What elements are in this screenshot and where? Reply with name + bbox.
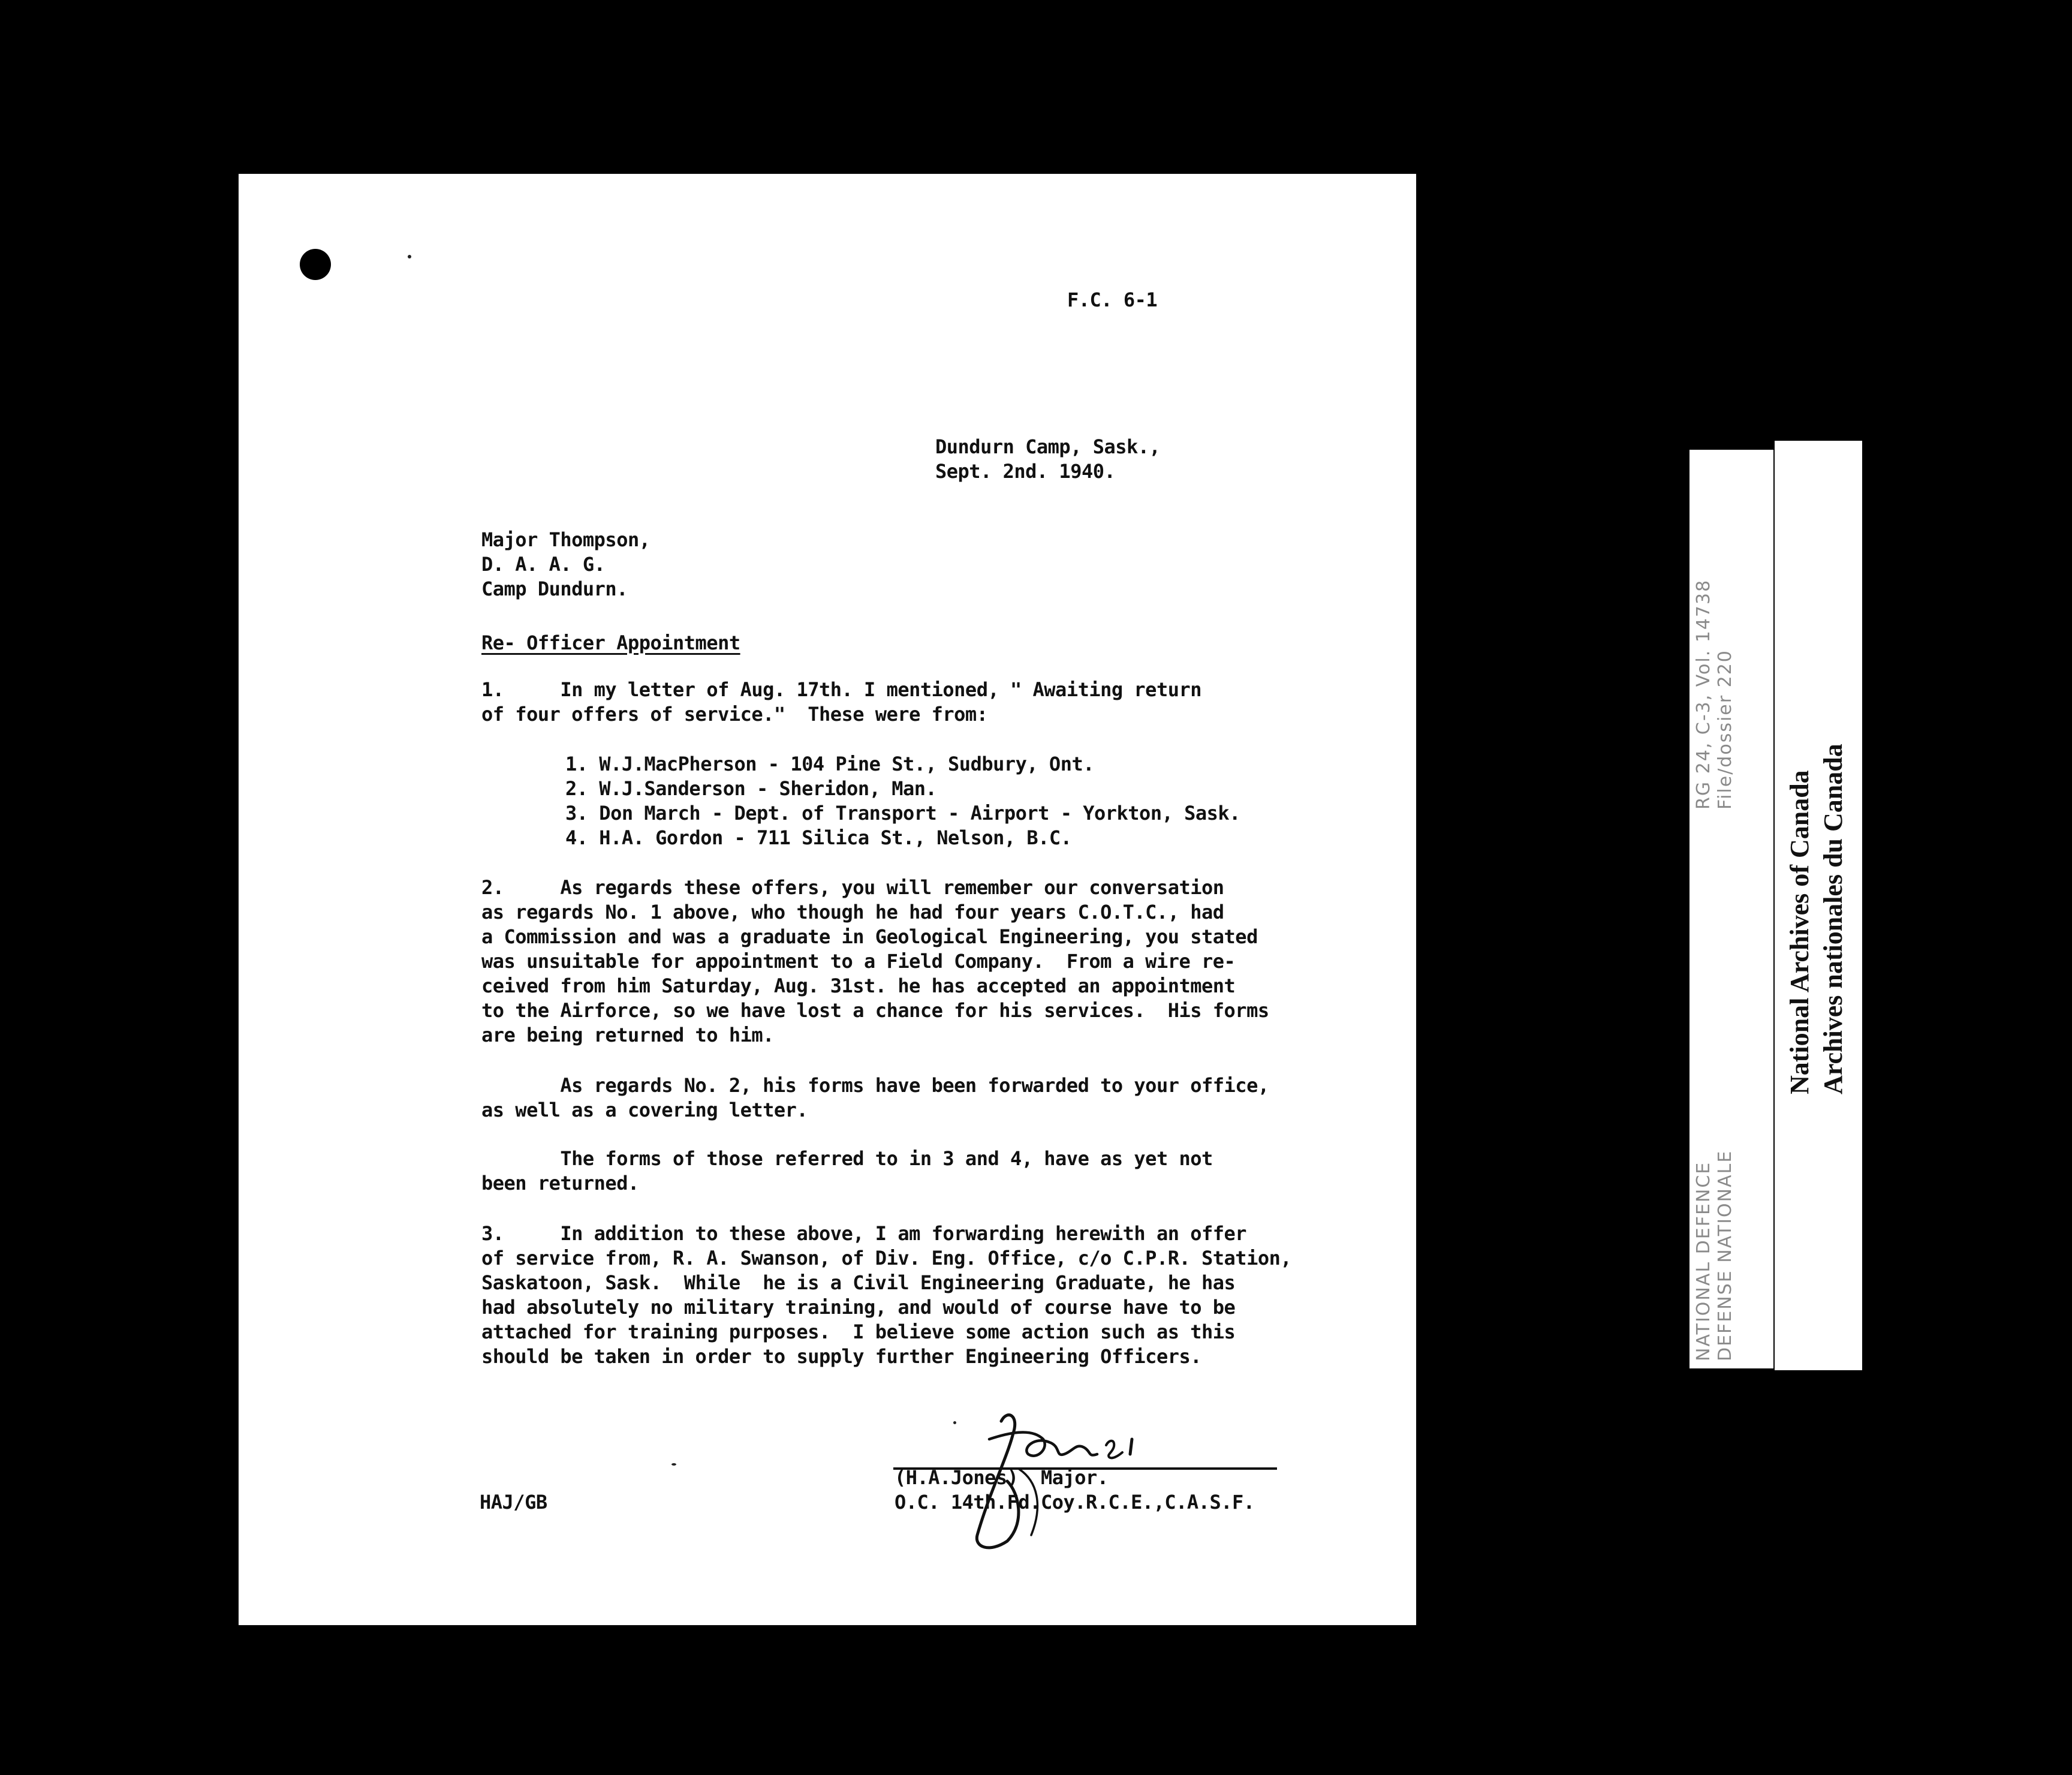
offers-list (565, 752, 1240, 850)
offer-item: 2. W.J.Sanderson - Sheridon, Man. (565, 777, 937, 800)
paragraph-4: The forms of those referred to in 3 and 4, have as yet not been returned. (481, 1147, 1213, 1195)
archive-name-fr: Archives nationales du Canada (1818, 744, 1848, 1094)
archive-record-group: RG 24, C-3, Vol. 14738 (1693, 579, 1714, 810)
place-and-date (935, 435, 1160, 484)
recipient-address (481, 528, 650, 601)
paragraph-5: 3. In addition to these above, I am forwarding herewith an offer of service from, R. A. Swanson, of Div. Eng. Office, c/o C.P.R. Station, Saskatoon, Sask. While he is a Civil Engineering Graduate, he has had absolutely no military training, and would of course have to be attached for training purposes. I believe some action such as this should be taken in order to supply further Engineering Officers. (481, 1222, 1292, 1368)
punch-hole (300, 249, 331, 280)
offer-item: 4. H.A. Gordon - 711 Silica St., Nelson, B.C. (565, 826, 1072, 849)
archive-name-strip (1775, 441, 1862, 1370)
offer-item: 3. Don March - Dept. of Transport - Airport - Yorkton, Sask. (565, 802, 1240, 825)
archive-name-label (1783, 744, 1850, 1094)
letter-date: Sept. 2nd. 1940. (935, 460, 1116, 483)
offer-item: 1. W.J.MacPherson - 104 Pine St., Sudbury, Ont. (565, 753, 1094, 775)
paper-speck (953, 1421, 956, 1424)
archive-file-reference (1693, 579, 1736, 810)
paper-speck (408, 255, 411, 258)
file-reference: F.C. 6-1 (1067, 288, 1158, 311)
signatory-name: (H.A.Jones) Major. (895, 1466, 1109, 1489)
paper-speck (671, 1463, 676, 1466)
paragraph-2: 2. As regards these offers, you will remember our conversation as regards No. 1 above, who though he had four years C.O.T.C., had a Commission and was a graduate in Geological Engineering, you stated was unsuitable for appointment to a Field Company. From a wire re- ceived from him Saturday, Aug. 31st. he has accepted an appointment to the Airforce, so we have lost a chance for his services. His forms are being returned to him. (481, 876, 1269, 1046)
archive-department-en: NATIONAL DEFENCE (1693, 1161, 1714, 1361)
archive-reference-strip (1689, 450, 1773, 1368)
archive-file-number: File/dossier 220 (1715, 649, 1736, 810)
archive-department-label (1693, 1150, 1736, 1361)
signatory-title: O.C. 14th.Fd.Coy.R.C.E.,C.A.S.F. (895, 1491, 1255, 1514)
paragraph-3: As regards No. 2, his forms have been forwarded to your office, as well as a covering letter. (481, 1074, 1269, 1121)
recipient-line: Camp Dundurn. (481, 577, 628, 600)
subject-line: Re- Officer Appointment (481, 631, 740, 654)
recipient-line: D. A. A. G. (481, 553, 606, 576)
recipient-line: Major Thompson, (481, 528, 650, 551)
archive-name-en: National Archives of Canada (1785, 770, 1814, 1094)
archive-department-fr: DEFENSE NATIONALE (1715, 1150, 1736, 1361)
signature-block (895, 1466, 1255, 1515)
typist-initials: HAJ/GB (480, 1491, 547, 1514)
letter-place: Dundurn Camp, Sask., (935, 435, 1161, 458)
paragraph-1: 1. In my letter of Aug. 17th. I mentioned, " Awaiting return of four offers of service." These were from: (481, 678, 1201, 726)
